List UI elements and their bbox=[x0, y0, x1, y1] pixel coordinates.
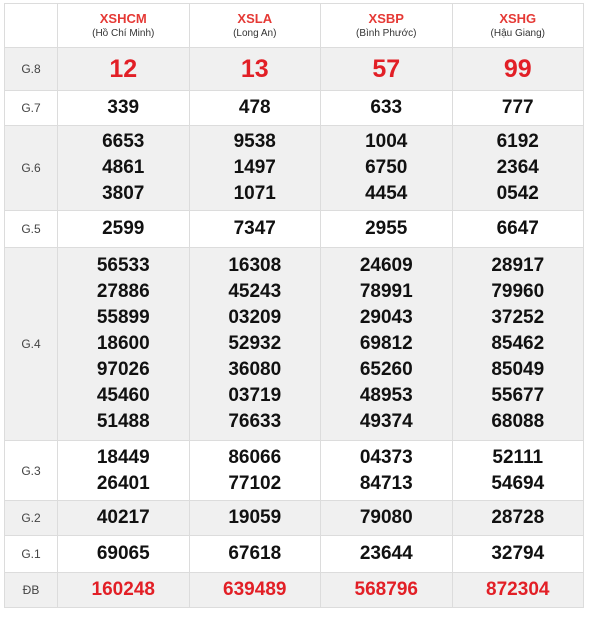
station-header-xshg[interactable] bbox=[452, 4, 584, 48]
prize-row-g3 bbox=[5, 441, 584, 501]
prize-cell bbox=[321, 211, 453, 248]
prize-cell bbox=[452, 573, 584, 608]
prize-number: 97026 bbox=[96, 359, 150, 380]
prize-number: 2364 bbox=[496, 157, 539, 178]
station-code[interactable]: XSHG bbox=[499, 11, 537, 26]
prize-number: 2955 bbox=[365, 218, 408, 239]
prize-row-g5 bbox=[5, 211, 584, 248]
prize-cell bbox=[189, 91, 321, 126]
prize-cell bbox=[452, 441, 584, 501]
prize-number: 27886 bbox=[96, 281, 150, 302]
prize-cell bbox=[189, 48, 321, 91]
prize-cell bbox=[189, 211, 321, 248]
prize-cell bbox=[189, 126, 321, 211]
prize-number: 24609 bbox=[359, 255, 413, 276]
prize-label: G.1 bbox=[5, 536, 58, 573]
prize-number: 03719 bbox=[228, 385, 282, 406]
prize-number: 7347 bbox=[233, 218, 276, 239]
prize-cell bbox=[452, 126, 584, 211]
prize-cell bbox=[321, 573, 453, 608]
prize-row-g4 bbox=[5, 248, 584, 441]
prize-number: 03209 bbox=[228, 307, 282, 328]
prize-number: 23644 bbox=[359, 543, 413, 564]
prize-label: G.8 bbox=[5, 48, 58, 91]
station-name: (Hồ Chí Minh) bbox=[92, 28, 155, 39]
corner-cell bbox=[5, 4, 58, 48]
prize-row-g2 bbox=[5, 501, 584, 536]
prize-label: G.7 bbox=[5, 91, 58, 126]
prize-cell bbox=[58, 91, 190, 126]
station-code[interactable]: XSLA bbox=[237, 11, 273, 26]
prize-number: 69812 bbox=[359, 333, 413, 354]
prize-number: 52932 bbox=[228, 333, 282, 354]
prize-number: 79960 bbox=[491, 281, 545, 302]
prize-cell bbox=[321, 248, 453, 441]
prize-number: 48953 bbox=[359, 385, 413, 406]
prize-cell bbox=[452, 248, 584, 441]
lottery-results-table bbox=[4, 3, 584, 608]
prize-cell bbox=[189, 573, 321, 608]
prize-number: 639489 bbox=[223, 579, 287, 600]
station-name: (Long An) bbox=[233, 28, 277, 39]
prize-cell bbox=[452, 91, 584, 126]
prize-cell bbox=[452, 501, 584, 536]
prize-number: 57 bbox=[372, 55, 401, 83]
prize-cell bbox=[321, 126, 453, 211]
prize-number: 18449 bbox=[96, 446, 150, 468]
prize-number: 55899 bbox=[96, 307, 150, 328]
station-name: (Bình Phước) bbox=[356, 28, 417, 39]
prize-cell bbox=[58, 501, 190, 536]
prize-number: 4454 bbox=[365, 183, 408, 204]
prize-number: 78991 bbox=[359, 281, 413, 302]
prize-number: 1004 bbox=[365, 131, 408, 152]
prize-number: 79080 bbox=[359, 507, 413, 528]
prize-cell bbox=[58, 211, 190, 248]
prize-number: 51488 bbox=[96, 411, 150, 432]
prize-cell bbox=[452, 211, 584, 248]
prize-number: 36080 bbox=[228, 359, 282, 380]
prize-number: 52111 bbox=[492, 446, 544, 468]
prize-cell bbox=[189, 248, 321, 441]
prize-number: 28917 bbox=[491, 255, 545, 276]
prize-number: 49374 bbox=[359, 411, 413, 432]
prize-number: 339 bbox=[107, 97, 140, 118]
prize-cell bbox=[452, 536, 584, 573]
prize-number: 77102 bbox=[228, 472, 282, 494]
prize-number: 99 bbox=[503, 55, 532, 83]
prize-cell bbox=[58, 48, 190, 91]
prize-row-db bbox=[5, 573, 584, 608]
prize-label: ĐB bbox=[5, 573, 58, 608]
prize-number: 3807 bbox=[102, 183, 145, 204]
prize-number: 6750 bbox=[365, 157, 408, 178]
prize-label: G.6 bbox=[5, 126, 58, 211]
prize-number: 45460 bbox=[96, 385, 150, 406]
prize-number: 67618 bbox=[228, 543, 282, 564]
prize-label: G.2 bbox=[5, 501, 58, 536]
prize-number: 37252 bbox=[491, 307, 545, 328]
prize-label: G.4 bbox=[5, 248, 58, 441]
prize-cell bbox=[58, 573, 190, 608]
prize-number: 19059 bbox=[228, 507, 282, 528]
prize-number: 56533 bbox=[96, 255, 150, 276]
prize-number: 85049 bbox=[491, 359, 545, 380]
prize-number: 85462 bbox=[491, 333, 545, 354]
prize-number: 16308 bbox=[228, 255, 282, 276]
prize-number: 86066 bbox=[228, 446, 282, 468]
prize-row-g6 bbox=[5, 126, 584, 211]
prize-cell bbox=[58, 441, 190, 501]
station-header-row bbox=[5, 4, 584, 48]
prize-cell bbox=[321, 48, 453, 91]
prize-row-g7 bbox=[5, 91, 584, 126]
prize-label: G.5 bbox=[5, 211, 58, 248]
prize-number: 76633 bbox=[228, 411, 282, 432]
station-name: (Hậu Giang) bbox=[490, 28, 545, 39]
prize-number: 2599 bbox=[102, 218, 145, 239]
prize-number: 4861 bbox=[102, 157, 145, 178]
prize-cell bbox=[189, 441, 321, 501]
prize-number: 40217 bbox=[96, 507, 150, 528]
prize-cell bbox=[58, 248, 190, 441]
prize-number: 1497 bbox=[233, 157, 276, 178]
prize-number: 9538 bbox=[233, 131, 276, 152]
station-code[interactable]: XSBP bbox=[368, 11, 404, 26]
prize-number: 12 bbox=[109, 55, 138, 83]
prize-number: 26401 bbox=[96, 472, 150, 494]
prize-number: 04373 bbox=[359, 446, 413, 468]
prize-cell bbox=[452, 48, 584, 91]
prize-rows bbox=[5, 48, 584, 608]
prize-number: 69065 bbox=[96, 543, 150, 564]
prize-number: 55677 bbox=[491, 385, 545, 406]
prize-number: 6647 bbox=[496, 218, 539, 239]
prize-number: 54694 bbox=[491, 472, 545, 494]
prize-cell bbox=[321, 501, 453, 536]
prize-cell bbox=[58, 536, 190, 573]
prize-number: 32794 bbox=[491, 543, 545, 564]
prize-number: 0542 bbox=[496, 183, 539, 204]
prize-number: 1071 bbox=[233, 183, 276, 204]
prize-number: 18600 bbox=[96, 333, 150, 354]
prize-cell bbox=[189, 501, 321, 536]
prize-number: 6192 bbox=[496, 131, 539, 152]
prize-number: 84713 bbox=[359, 472, 413, 494]
prize-label: G.3 bbox=[5, 441, 58, 501]
prize-number: 872304 bbox=[486, 579, 550, 600]
prize-cell bbox=[321, 536, 453, 573]
prize-number: 45243 bbox=[228, 281, 282, 302]
station-code[interactable]: XSHCM bbox=[99, 11, 147, 26]
prize-cell bbox=[321, 441, 453, 501]
prize-number: 633 bbox=[370, 97, 403, 118]
prize-number: 28728 bbox=[491, 507, 545, 528]
prize-row-g8 bbox=[5, 48, 584, 91]
prize-number: 68088 bbox=[491, 411, 545, 432]
prize-number: 160248 bbox=[91, 579, 155, 600]
prize-cell bbox=[58, 126, 190, 211]
prize-row-g1 bbox=[5, 536, 584, 573]
prize-number: 29043 bbox=[359, 307, 413, 328]
prize-number: 65260 bbox=[359, 359, 413, 380]
prize-number: 777 bbox=[501, 97, 534, 118]
prize-cell bbox=[189, 536, 321, 573]
station-header-xshcm[interactable] bbox=[58, 4, 190, 48]
prize-cell bbox=[321, 91, 453, 126]
prize-number: 6653 bbox=[102, 131, 145, 152]
prize-number: 13 bbox=[240, 55, 269, 83]
prize-number: 478 bbox=[238, 97, 271, 118]
station-header-xsla[interactable] bbox=[189, 4, 321, 48]
prize-number: 568796 bbox=[354, 579, 418, 600]
station-header-xsbp[interactable] bbox=[321, 4, 453, 48]
